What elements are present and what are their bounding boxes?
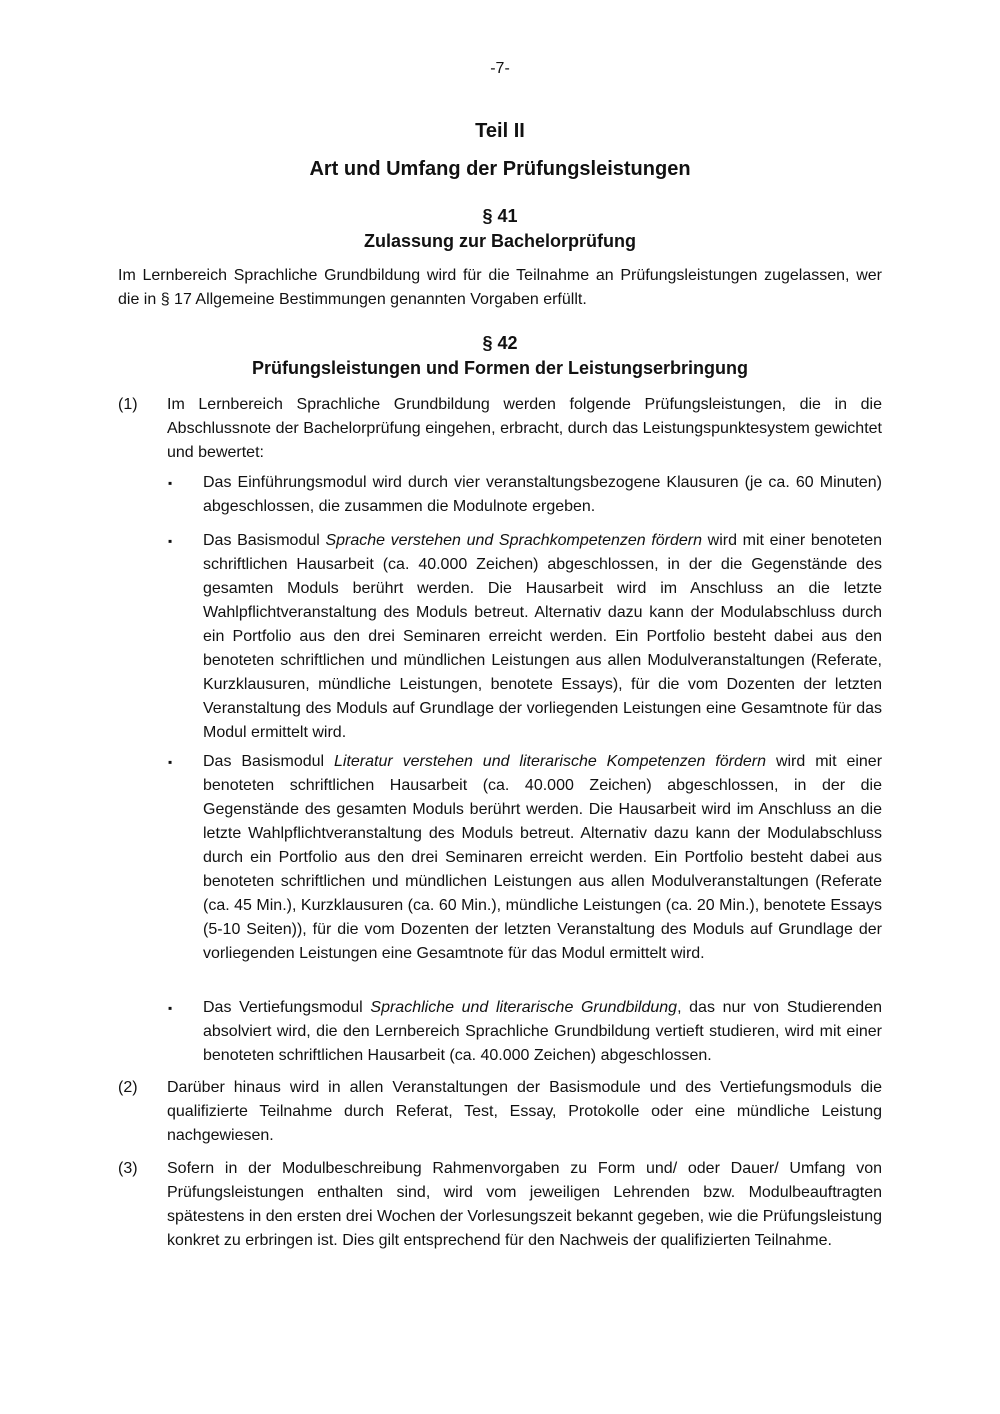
section-41-text: Im Lernbereich Sprachliche Grundbildung wird für die Teilnahme an Prüfungsleistungen zugelassen, wer die in § 17 Allgemeine Bestimmungen genannten Vorgaben erfüllt. xyxy=(118,267,882,308)
section-41-number: § 41 xyxy=(482,206,518,226)
section-42-title: Prüfungsleistungen und Formen der Leistungserbringung xyxy=(251,358,748,378)
bullet-text-rest: , das nur von Studierenden absolviert wird, die den Lernbereich Sprachliche Grundbildung vertieft studieren, wird mit einer benoteten schriftlichen Hausarbeit (ca. 40.000 Zeichen) abgeschlossen. xyxy=(203,999,883,1064)
bullet-item-basismodul-literatur xyxy=(203,750,882,966)
paragraph-2-text: Darüber hinaus wird in allen Veranstaltungen der Basismodule und des Vertiefungsmoduls die qualifizierte Teilnahme durch Referat, Test, Essay, Protokolle oder eine mündliche Leistung nachgewiesen. xyxy=(167,1079,882,1144)
bullet-text-lead: Das Vertiefungsmodul xyxy=(203,999,371,1016)
bullet-item-einfuehrungsmodul xyxy=(203,471,882,519)
bullet-marker: ▪ xyxy=(168,1001,173,1015)
page-number: -7- xyxy=(490,60,510,77)
bullet-text: Das Einführungsmodul wird durch vier veranstaltungsbezogene Klausuren (je ca. 60 Minuten) abgeschlossen, die zusammen die Modulnote ergeben. xyxy=(203,474,882,515)
bullet-item-vertiefungsmodul xyxy=(203,996,882,1068)
paragraph-2-number: (2) xyxy=(118,1079,138,1096)
module-name: Sprache verstehen und Sprachkompetenzen fördern xyxy=(325,532,703,549)
bullet-text-rest: wird mit einer benoteten schriftlichen Hausarbeit (ca. 40.000 Zeichen) abgeschlossen, in der die Gegenstände des gesamten Moduls berührt werden. Die Hausarbeit wird im Anschluss an die letzte Wahlpflichtveranstaltung des Moduls betreut. Alternativ dazu kann der Modulabschluss durch ein Portfolio aus den drei Seminaren erreicht werden. Ein Portfolio besteht dabei aus den benoteten schriftlichen und mündlichen Leistungen aus allen Modulveranstaltungen (Referate, Kurzklausuren, mündliche Leistungen, benotete Essays), für die vom Dozenten der letzten Veranstaltung des Moduls auf Grundlage der vorliegenden Leistungen eine Gesamtnote für das Modul ermittelt wird. xyxy=(203,532,882,741)
part-title: Teil II xyxy=(475,120,525,142)
section-41-title: Zulassung zur Bachelorprüfung xyxy=(363,231,636,251)
paragraph-1-text: Im Lernbereich Sprachliche Grundbildung werden folgende Prüfungsleistungen, die in die Abschlussnote der Bachelorprüfung eingehen, erbracht, durch das Leistungspunktesystem gewichtet und bewertet: xyxy=(167,396,882,461)
bullet-marker: ▪ xyxy=(168,476,173,490)
bullet-text-lead: Das Basismodul xyxy=(203,532,326,549)
module-name: Sprachliche und literarische Grundbildung xyxy=(370,999,678,1016)
bullet-text-lead: Das Basismodul xyxy=(203,753,334,770)
paragraph-1-number: (1) xyxy=(118,396,138,413)
bullet-text-rest: wird mit einer benoteten schriftlichen Hausarbeit (ca. 40.000 Zeichen) abgeschlossen, in der die Gegenstände des gesamten Moduls berührt werden. Die Hausarbeit wird im Anschluss an die letzte Wahlpflichtveranstaltung des Moduls betreut. Alternativ dazu kann der Modulabschluss durch ein Portfolio aus den drei Seminaren erreicht werden. Ein Portfolio besteht dabei aus benoteten schriftlichen und mündlichen Leistungen aus allen Modulveranstaltungen (Referate (ca. 45 Min.), Kurzklausuren (ca. 60 Min.), mündliche Leistungen (ca. 20 Min.), benotete Essays (5-10 Seiten)), für die vom Dozenten der letzten Veranstaltung des Moduls auf Grundlage der vorliegenden Leistungen eine Gesamtnote für das Modul ermittelt wird. xyxy=(203,753,883,962)
bullet-marker: ▪ xyxy=(168,534,173,548)
section-42-number: § 42 xyxy=(482,333,518,353)
bullet-marker: ▪ xyxy=(168,755,173,769)
module-name: Literatur verstehen und literarische Kompetenzen fördern xyxy=(334,753,767,770)
part-subtitle: Art und Umfang der Prüfungsleistungen xyxy=(309,158,691,180)
bullet-item-basismodul-sprache xyxy=(203,529,882,745)
paragraph-3-text: Sofern in der Modulbeschreibung Rahmenvorgaben zu Form und/ oder Dauer/ Umfang von Prüfungsleistungen enthalten sind, wird vom jeweiligen Lehrenden bzw. Modulbeauftragten spätestens in den ersten drei Wochen der Vorlesungszeit bekannt gegeben, wie die Prüfungsleistung konkret zu erbringen ist. Dies gilt entsprechend für den Nachweis der qualifizierten Teilnahme. xyxy=(167,1160,882,1249)
paragraph-3-number: (3) xyxy=(118,1160,138,1177)
